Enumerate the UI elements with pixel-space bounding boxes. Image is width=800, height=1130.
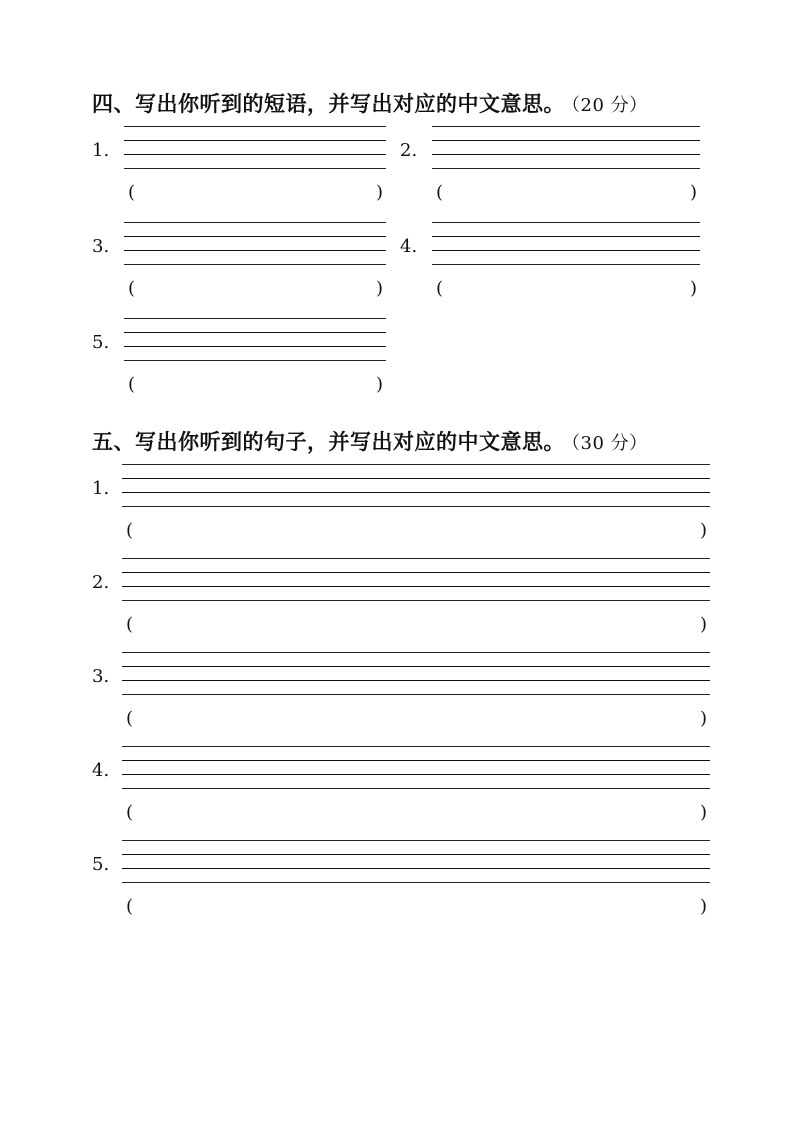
open-paren: ( — [128, 374, 136, 395]
phrase-item-3 — [92, 220, 388, 299]
close-paren: ) — [376, 278, 384, 299]
sentence-item-3 — [92, 650, 710, 730]
writing-lines[interactable] — [122, 556, 710, 606]
close-paren: ) — [700, 802, 708, 823]
open-paren: ( — [126, 520, 134, 541]
writing-lines[interactable] — [122, 650, 710, 700]
writing-lines[interactable] — [432, 124, 700, 174]
item-number: 3. — [92, 666, 110, 687]
item-number: 2. — [92, 572, 110, 593]
open-paren: ( — [436, 182, 444, 203]
writing-lines[interactable] — [124, 220, 386, 270]
open-paren: ( — [126, 614, 134, 635]
item-number: 3. — [92, 236, 110, 257]
section-4-title-text: 四、写出你听到的短语，并写出对应的中文意思。 — [92, 92, 565, 116]
writing-lines[interactable] — [122, 838, 710, 888]
writing-lines[interactable] — [432, 220, 700, 270]
phrase-item-1 — [92, 124, 388, 203]
item-number: 1. — [92, 478, 110, 499]
close-paren: ) — [690, 278, 698, 299]
section-4-title — [92, 88, 648, 118]
item-number: 5. — [92, 332, 110, 353]
item-number: 2. — [400, 140, 418, 161]
sentence-item-2 — [92, 556, 710, 636]
open-paren: ( — [128, 278, 136, 299]
item-number: 4. — [400, 236, 418, 257]
writing-lines[interactable] — [122, 462, 710, 512]
sentence-item-5 — [92, 838, 710, 918]
item-number: 4. — [92, 760, 110, 781]
phrase-item-2 — [400, 124, 702, 203]
section-5-title-text: 五、写出你听到的句子，并写出对应的中文意思。 — [92, 430, 565, 454]
close-paren: ) — [376, 182, 384, 203]
open-paren: ( — [128, 182, 136, 203]
open-paren: ( — [126, 708, 134, 729]
item-number: 1. — [92, 140, 110, 161]
item-number: 5. — [92, 854, 110, 875]
writing-lines[interactable] — [122, 744, 710, 794]
section-5-title — [92, 426, 648, 456]
open-paren: ( — [126, 802, 134, 823]
writing-lines[interactable] — [124, 124, 386, 174]
close-paren: ) — [376, 374, 384, 395]
phrase-item-5 — [92, 316, 388, 396]
close-paren: ) — [700, 614, 708, 635]
section-4-score: （20 分） — [571, 95, 648, 116]
phrase-item-4 — [400, 220, 702, 299]
open-paren: ( — [126, 896, 134, 917]
section-5-score: （30 分） — [571, 433, 648, 454]
close-paren: ) — [700, 896, 708, 917]
close-paren: ) — [700, 708, 708, 729]
writing-lines[interactable] — [124, 316, 386, 366]
sentence-item-1 — [92, 462, 710, 542]
close-paren: ) — [690, 182, 698, 203]
sentence-item-4 — [92, 744, 710, 824]
close-paren: ) — [700, 520, 708, 541]
open-paren: ( — [436, 278, 444, 299]
